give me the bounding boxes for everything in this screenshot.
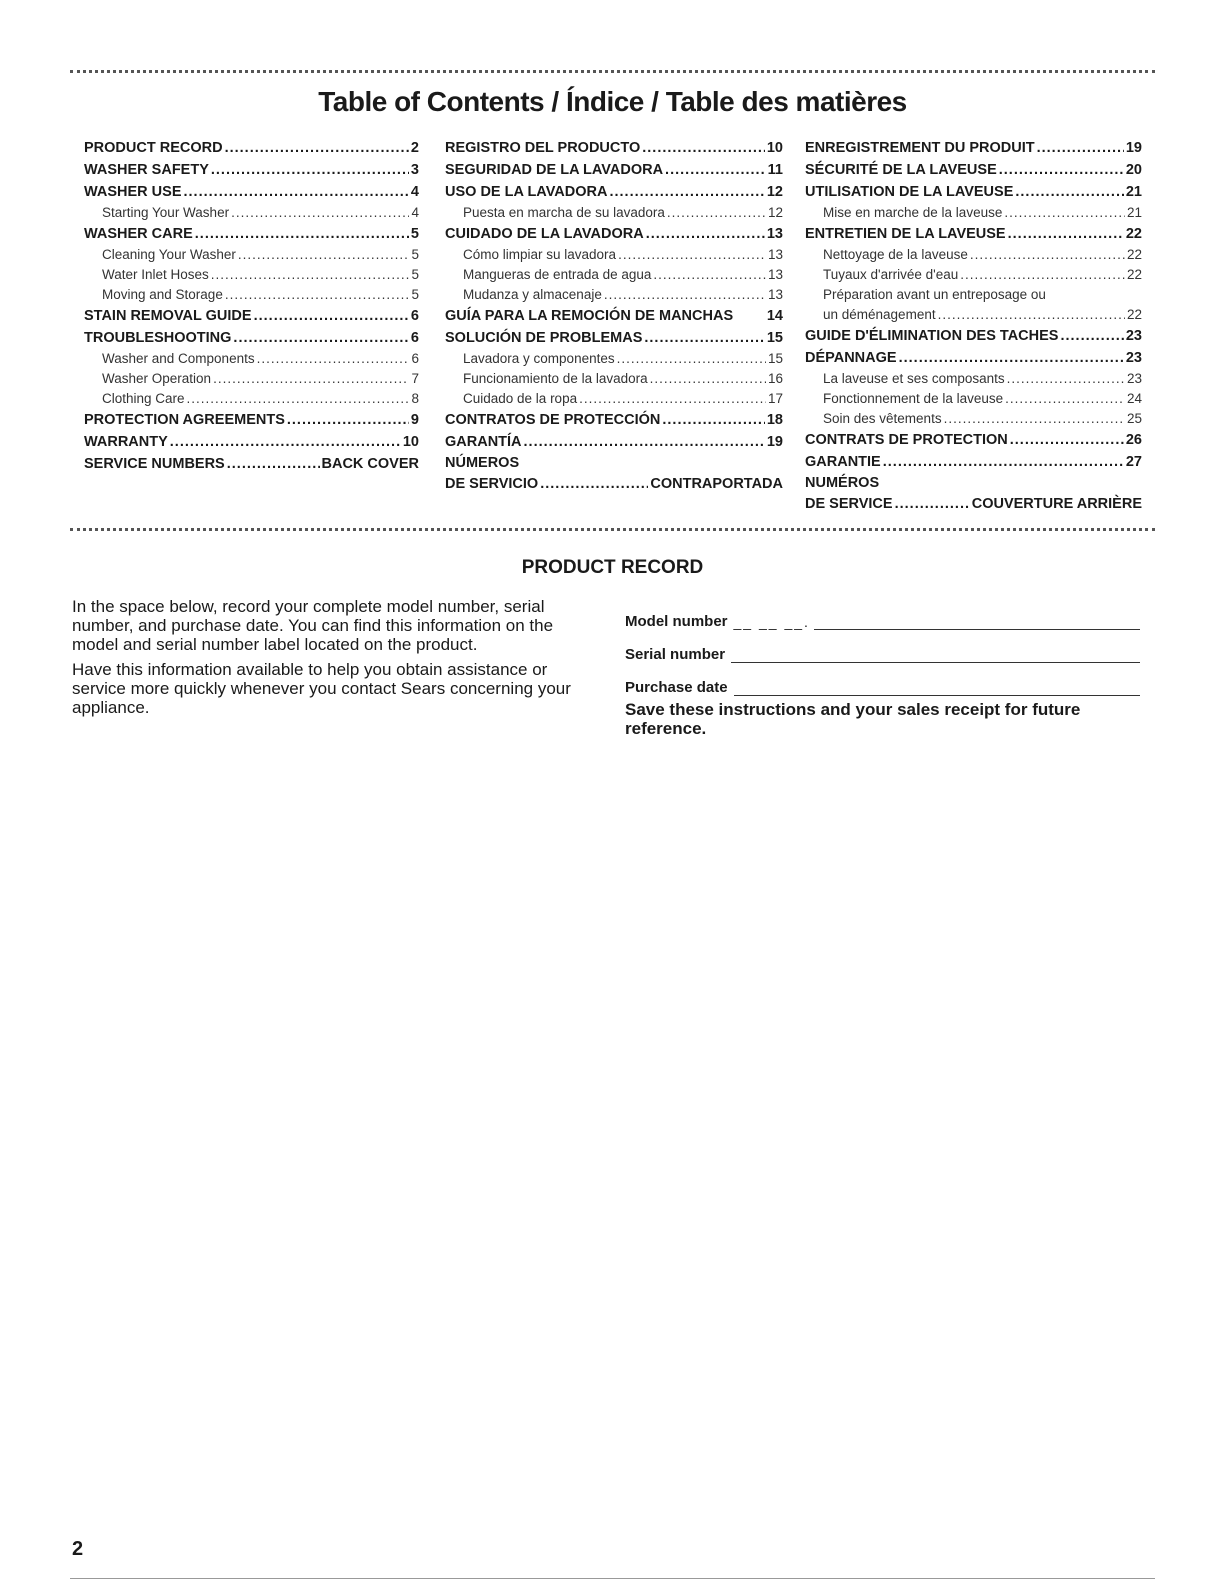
- toc-entry[interactable]: [445, 265, 783, 285]
- toc-entry[interactable]: [445, 305, 783, 327]
- toc-entry[interactable]: [445, 473, 783, 495]
- toc-leader-dots: [195, 223, 409, 245]
- toc-entry[interactable]: [445, 431, 783, 453]
- toc-entry-label: Cleaning Your Washer: [102, 247, 236, 262]
- toc-entry[interactable]: [445, 285, 783, 305]
- toc-entry-page: 8: [411, 391, 419, 406]
- toc-entry[interactable]: [805, 223, 1142, 245]
- toc-leader-dots: [1060, 325, 1123, 347]
- toc-entry-label: Soin des vêtements: [823, 411, 942, 426]
- toc-entry-page: 10: [402, 434, 419, 450]
- toc-entry-label: Mangueras de entrada de agua: [463, 267, 652, 282]
- toc-entry-label: WARRANTY: [84, 434, 168, 450]
- toc-entry[interactable]: [805, 325, 1142, 347]
- toc-entry[interactable]: [84, 409, 419, 431]
- toc-leader-dots: [960, 265, 1125, 285]
- serial-number-field[interactable]: [731, 648, 1140, 663]
- toc-entry-page: 2: [410, 140, 419, 156]
- toc-entry[interactable]: [805, 159, 1142, 181]
- toc-entry-label: Water Inlet Hoses: [102, 267, 209, 282]
- toc-entry[interactable]: [84, 245, 419, 265]
- toc-entry[interactable]: [445, 349, 783, 369]
- toc-entry-label: Fonctionnement de la laveuse: [823, 391, 1004, 406]
- toc-entry-page: 13: [767, 247, 783, 262]
- toc-leader-dots: [653, 265, 766, 285]
- toc-entry-page: 6: [411, 351, 419, 366]
- toc-entry[interactable]: [805, 203, 1142, 223]
- toc-entry[interactable]: [445, 159, 783, 181]
- toc-entry-label: ENTRETIEN DE LA LAVEUSE: [805, 226, 1006, 242]
- toc-leader-dots: [642, 137, 765, 159]
- toc-leader-dots: [938, 305, 1125, 325]
- toc-entry-label: CONTRATOS DE PROTECCIÓN: [445, 412, 661, 428]
- toc-entry-label: WASHER USE: [84, 184, 182, 200]
- toc-entry[interactable]: [84, 223, 419, 245]
- toc-entry-label: REGISTRO DEL PRODUCTO: [445, 140, 641, 156]
- toc-entry-label: WASHER CARE: [84, 226, 193, 242]
- toc-entry-page: BACK COVER: [321, 456, 419, 472]
- toc-entry-label: La laveuse et ses composants: [823, 371, 1005, 386]
- toc-entry-label: Moving and Storage: [102, 287, 223, 302]
- toc-leader-dots: [970, 245, 1125, 265]
- toc-entry-label: SÉCURITÉ DE LA LAVEUSE: [805, 162, 997, 178]
- toc-entry-label: SERVICE NUMBERS: [84, 456, 225, 472]
- purchase-date-label: Purchase date: [625, 679, 728, 696]
- toc-entry-label: DÉPANNAGE: [805, 350, 897, 366]
- page-title: Table of Contents / Índice / Table des matières: [318, 86, 907, 117]
- top-dotted-rule: [70, 70, 1155, 73]
- toc-leader-dots: [650, 369, 766, 389]
- toc-entry-page: 26: [1125, 432, 1142, 448]
- toc-entry[interactable]: [84, 369, 419, 389]
- toc-entry-page: 17: [767, 391, 783, 406]
- model-number-row: [625, 597, 1140, 630]
- toc-entry-page: 22: [1126, 247, 1142, 262]
- toc-entry-label: Lavadora y componentes: [463, 351, 615, 366]
- toc-leader-dots: [211, 265, 410, 285]
- toc-leader-dots: [211, 159, 409, 181]
- model-number-blanks: __ __ __.: [733, 614, 810, 630]
- purchase-date-field[interactable]: [734, 681, 1140, 696]
- toc-entry-label: Tuyaux d'arrivée d'eau: [823, 267, 959, 282]
- toc-leader-dots: [899, 347, 1124, 369]
- toc-entry-label: Mudanza y almacenaje: [463, 287, 602, 302]
- toc-leader-dots: [1008, 223, 1124, 245]
- toc-entry-label: CONTRATS DE PROTECTION: [805, 432, 1008, 448]
- toc-entry[interactable]: [84, 203, 419, 223]
- toc-entry-page: 19: [1125, 140, 1142, 156]
- toc-entry-page: 5: [411, 267, 419, 282]
- toc-entry-page: 21: [1126, 205, 1142, 220]
- save-instructions-note: Save these instructions and your sales receipt for future reference.: [625, 700, 1081, 738]
- middle-dotted-rule: [70, 528, 1155, 531]
- toc-entry-page: 13: [767, 267, 783, 282]
- toc-entry-page: 9: [410, 412, 419, 428]
- toc-entry[interactable]: [445, 369, 783, 389]
- page-number: 2: [72, 1538, 84, 1560]
- toc-entry-page: 11: [767, 162, 783, 178]
- toc-entry-page: 18: [766, 412, 783, 428]
- toc-entry-page: 13: [767, 287, 783, 302]
- toc-entry[interactable]: [445, 203, 783, 223]
- intro-paragraph: Have this information available to help you obtain assistance or service more quickly whenever you contact Sears concerning your appliance.: [72, 660, 571, 717]
- toc-entry[interactable]: [805, 305, 1142, 325]
- toc-leader-dots: [187, 389, 410, 409]
- toc-entry-label: GUIDE D'ÉLIMINATION DES TACHES: [805, 328, 1059, 344]
- serial-number-row: [625, 630, 1140, 663]
- toc-entry-page: 22: [1126, 307, 1142, 322]
- toc-entry[interactable]: [84, 159, 419, 181]
- toc-entry-page: 12: [766, 184, 783, 200]
- product-record-heading: PRODUCT RECORD: [521, 557, 704, 578]
- intro-paragraph: In the space below, record your complete model number, serial number, and purchase date. You can find this information on the model and serial number label located on the product.: [72, 597, 554, 654]
- toc-entry[interactable]: [805, 245, 1142, 265]
- toc-entry[interactable]: [445, 245, 783, 265]
- toc-entry-page: 14: [766, 308, 783, 324]
- toc-entry[interactable]: [84, 285, 419, 305]
- toc-leader-dots: [524, 431, 765, 453]
- toc-entry-label: GUÍA PARA LA REMOCIÓN DE MANCHAS: [445, 308, 734, 324]
- toc-leader-dots: [665, 159, 766, 181]
- toc-entry[interactable]: [84, 453, 419, 475]
- toc-leader-dots: [604, 285, 766, 305]
- toc-entry-page: 13: [766, 226, 783, 242]
- toc-entry[interactable]: [84, 181, 419, 203]
- toc-entry-label: Funcionamiento de la lavadora: [463, 371, 648, 386]
- toc-entry-page: 21: [1125, 184, 1142, 200]
- toc-entry-label: Starting Your Washer: [102, 205, 230, 220]
- toc-leader-dots: [618, 245, 766, 265]
- toc-entry-page: 23: [1125, 350, 1142, 366]
- toc-entry-label: NUMÉROS: [805, 475, 880, 491]
- toc-entry-page: 15: [767, 351, 783, 366]
- toc-entry-page: 12: [767, 205, 783, 220]
- toc-entry-label: Puesta en marcha de su lavadora: [463, 205, 665, 220]
- toc-entry[interactable]: [805, 265, 1142, 285]
- toc-entry-page: 20: [1125, 162, 1142, 178]
- toc-entry-label: PRODUCT RECORD: [84, 140, 223, 156]
- toc-leader-dots: [667, 203, 766, 223]
- toc-leader-dots: [213, 369, 409, 389]
- toc-entry-page: 27: [1125, 454, 1142, 470]
- toc-entry[interactable]: [445, 181, 783, 203]
- toc-entry[interactable]: [84, 389, 419, 409]
- toc-entry-label: WASHER SAFETY: [84, 162, 209, 178]
- bottom-rule: [70, 1578, 1155, 1579]
- toc-entry-label: Mise en marche de la laveuse: [823, 205, 1003, 220]
- toc-leader-dots: [170, 431, 401, 453]
- toc-entry-page: 7: [411, 371, 419, 386]
- toc-entry-label: GARANTIE: [805, 454, 881, 470]
- toc-leader-dots: [1010, 429, 1124, 451]
- toc-entry-page: 5: [411, 287, 419, 302]
- toc-leader-dots: [944, 409, 1125, 429]
- toc-column-french: [805, 137, 1142, 515]
- toc-entry[interactable]: [84, 137, 419, 159]
- toc-entry-label: GARANTÍA: [445, 434, 522, 450]
- toc-entry-label: TROUBLESHOOTING: [84, 330, 232, 346]
- toc-entry-label: SOLUCIÓN DE PROBLEMAS: [445, 330, 643, 346]
- toc-entry-page: 5: [411, 247, 419, 262]
- toc-entry-page: 24: [1126, 391, 1142, 406]
- toc-entry[interactable]: [805, 369, 1142, 389]
- toc-leader-dots: [1005, 389, 1125, 409]
- toc-entry-page: 5: [410, 226, 419, 242]
- toc-entry-label: DE SERVICIO: [445, 476, 539, 492]
- toc-entry-page: 10: [766, 140, 783, 156]
- toc-entry[interactable]: [445, 409, 783, 431]
- toc-entry[interactable]: [805, 389, 1142, 409]
- toc-entry[interactable]: [445, 389, 783, 409]
- toc-entry[interactable]: [805, 181, 1142, 203]
- toc-entry[interactable]: [445, 327, 783, 349]
- toc-entry-page: 23: [1125, 328, 1142, 344]
- toc-entry[interactable]: [805, 493, 1142, 515]
- toc-entry[interactable]: [84, 265, 419, 285]
- toc-entry-label: Cómo limpiar su lavadora: [463, 247, 617, 262]
- toc-entry-label: PROTECTION AGREEMENTS: [84, 412, 285, 428]
- toc-leader-dots: [231, 203, 409, 223]
- toc-leader-dots: [662, 409, 764, 431]
- toc-leader-dots: [1037, 137, 1124, 159]
- toc-entry-label: UTILISATION DE LA LAVEUSE: [805, 184, 1014, 200]
- toc-entry-label: Nettoyage de la laveuse: [823, 247, 968, 262]
- toc-column-english: [84, 137, 419, 475]
- toc-entry-label: ENREGISTREMENT DU PRODUIT: [805, 140, 1035, 156]
- toc-entry-page: 15: [766, 330, 783, 346]
- product-record-intro: [72, 597, 602, 723]
- toc-entry-label: Washer and Components: [102, 351, 255, 366]
- toc-leader-dots: [287, 409, 409, 431]
- toc-entry[interactable]: [84, 327, 419, 349]
- toc-entry-label: Préparation avant un entreposage ou: [823, 287, 1046, 302]
- toc-entry[interactable]: [805, 409, 1142, 429]
- toc-entry-page: 19: [766, 434, 783, 450]
- toc-entry-page: 6: [410, 308, 419, 324]
- toc-leader-dots: [617, 349, 766, 369]
- toc-entry-label: Clothing Care: [102, 391, 185, 406]
- toc-leader-dots: [646, 223, 765, 245]
- toc-leader-dots: [644, 327, 764, 349]
- toc-entry-label: DE SERVICE: [805, 496, 893, 512]
- toc-leader-dots: [238, 245, 410, 265]
- toc-column-spanish: [445, 137, 783, 495]
- toc-entry[interactable]: [805, 429, 1142, 451]
- toc-leader-dots: [883, 451, 1124, 473]
- toc-entry-page: 4: [411, 205, 419, 220]
- toc-leader-dots: [225, 137, 409, 159]
- toc-entry-label: NÚMEROS: [445, 455, 520, 471]
- toc-leader-dots: [233, 327, 409, 349]
- toc-leader-dots: [1004, 203, 1125, 223]
- toc-entry-page: 22: [1125, 226, 1142, 242]
- toc-entry-page: 23: [1126, 371, 1142, 386]
- toc-leader-dots: [1015, 181, 1123, 203]
- toc-entry[interactable]: [445, 223, 783, 245]
- model-number-label: Model number: [625, 613, 728, 630]
- toc-entry-label: un déménagement: [823, 307, 936, 322]
- toc-entry-page: 3: [410, 162, 419, 178]
- toc-entry-page: 16: [767, 371, 783, 386]
- toc-leader-dots: [1007, 369, 1125, 389]
- toc-entry-page: COUVERTURE ARRIÈRE: [971, 496, 1142, 512]
- toc-entry-label: Washer Operation: [102, 371, 212, 386]
- product-record-form: [625, 597, 1140, 696]
- toc-leader-dots: [254, 305, 409, 327]
- toc-entry-page: CONTRAPORTADA: [650, 476, 783, 492]
- toc-entry[interactable]: [84, 349, 419, 369]
- serial-number-label: Serial number: [625, 646, 726, 663]
- toc-entry[interactable]: [445, 137, 783, 159]
- toc-entry-label: USO DE LA LAVADORA: [445, 184, 608, 200]
- toc-leader-dots: [257, 349, 410, 369]
- toc-leader-dots: [999, 159, 1124, 181]
- toc-leader-dots: [225, 285, 410, 305]
- toc-entry-page: 6: [410, 330, 419, 346]
- toc-entry-label: Cuidado de la ropa: [463, 391, 578, 406]
- toc-entry-label: SEGURIDAD DE LA LAVADORA: [445, 162, 664, 178]
- toc-entry[interactable]: [805, 451, 1142, 473]
- toc-leader-dots: [540, 473, 648, 495]
- toc-entry-label: STAIN REMOVAL GUIDE: [84, 308, 252, 324]
- toc-leader-dots: [184, 181, 409, 203]
- toc-entry[interactable]: [84, 305, 419, 327]
- purchase-date-row: [625, 663, 1140, 696]
- toc-entry[interactable]: [805, 137, 1142, 159]
- toc-entry-page: 22: [1126, 267, 1142, 282]
- toc-entry-page: 4: [410, 184, 419, 200]
- toc-leader-dots: [579, 389, 766, 409]
- toc-leader-dots: [895, 493, 970, 515]
- toc-entry-page: 25: [1126, 411, 1142, 426]
- model-number-field[interactable]: [814, 615, 1140, 630]
- toc-leader-dots: [227, 453, 320, 475]
- toc-leader-dots: [609, 181, 764, 203]
- toc-entry-label: CUIDADO DE LA LAVADORA: [445, 226, 644, 242]
- toc-entry[interactable]: [84, 431, 419, 453]
- toc-entry[interactable]: [805, 347, 1142, 369]
